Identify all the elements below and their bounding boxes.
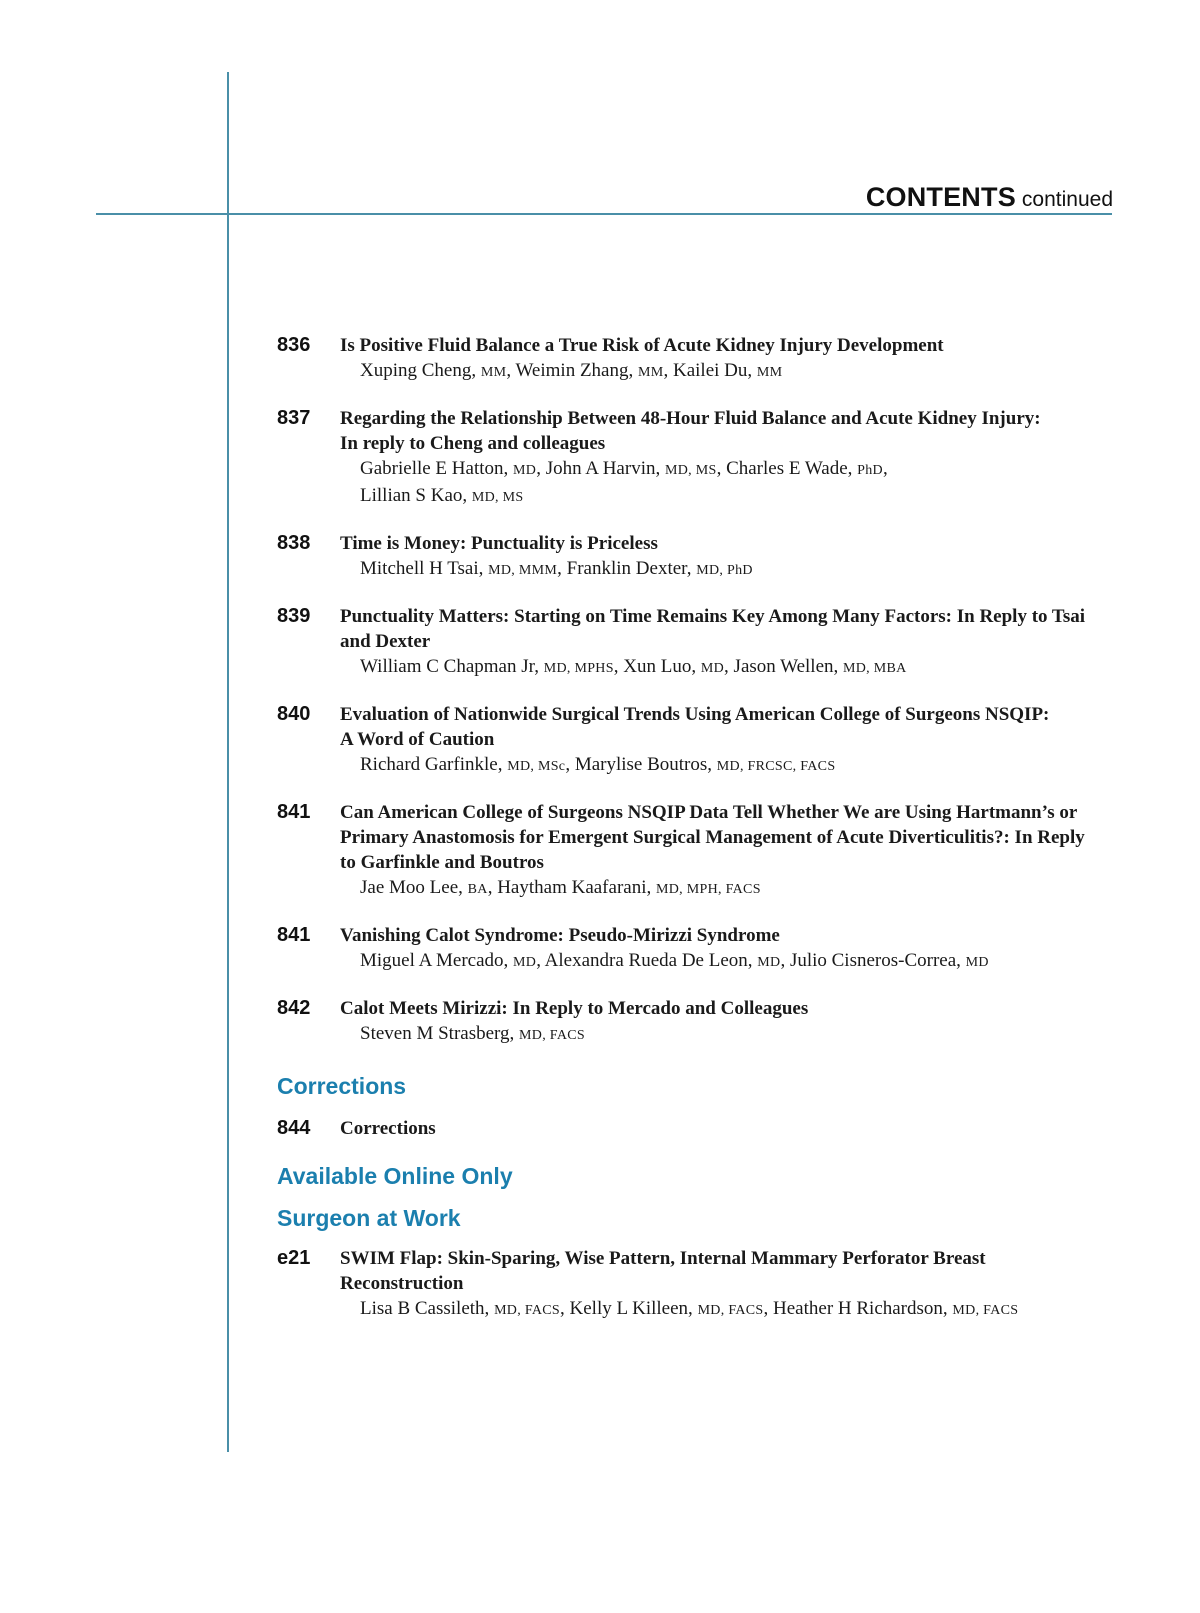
author-line bbox=[340, 456, 1113, 483]
toc-entry bbox=[277, 1246, 1113, 1323]
author-name: , Charles E Wade, bbox=[716, 458, 858, 479]
author-name: Gabrielle E Hatton, bbox=[360, 458, 514, 479]
toc-entry bbox=[277, 406, 1113, 510]
author-name: , John A Harvin, bbox=[536, 458, 665, 479]
author-name: , Weimin Zhang, bbox=[506, 360, 638, 381]
author-name: , Kelly L Killeen, bbox=[560, 1298, 698, 1319]
author-degree: MD bbox=[513, 955, 537, 970]
page-number: 841 bbox=[277, 924, 311, 946]
article-title: and Dexter bbox=[340, 631, 431, 652]
page-number: 840 bbox=[277, 703, 311, 725]
toc-entry bbox=[277, 604, 1113, 681]
contents-heading: CONTENTS bbox=[865, 182, 1016, 212]
author-degree: MM bbox=[638, 365, 664, 380]
article-title: Corrections bbox=[340, 1118, 436, 1139]
author-line bbox=[340, 1296, 1113, 1323]
author-degree: MD, FACS bbox=[494, 1303, 561, 1318]
author-line bbox=[340, 358, 1113, 385]
article-title: Can American College of Surgeons NSQIP Data Tell Whether We are Using Hartmann’s or bbox=[340, 802, 1078, 823]
author-name: Steven M Strasberg, bbox=[360, 1023, 520, 1044]
author-line bbox=[340, 654, 1113, 681]
entry-body bbox=[340, 1246, 1113, 1323]
author-degree: BA bbox=[467, 882, 488, 897]
page-number: 844 bbox=[277, 1117, 311, 1139]
author-name: Jae Moo Lee, bbox=[360, 877, 468, 898]
author-name: Mitchell H Tsai, bbox=[360, 558, 489, 579]
author-degree: PhD bbox=[857, 463, 883, 478]
author-name: , Alexandra Rueda De Leon, bbox=[536, 950, 758, 971]
author-line bbox=[340, 875, 1113, 902]
author-degree: MD, MBA bbox=[843, 661, 907, 676]
author-name: William C Chapman Jr, bbox=[360, 656, 544, 677]
author-degree: MD bbox=[757, 955, 781, 970]
page-number: 842 bbox=[277, 997, 311, 1019]
vertical-rule bbox=[227, 72, 229, 1452]
author-name: , Haytham Kaafarani, bbox=[487, 877, 656, 898]
author-degree: MD, MPH, FACS bbox=[656, 882, 761, 897]
author-degree: MD, MMM bbox=[488, 563, 558, 578]
toc-entry bbox=[277, 800, 1113, 902]
article-title: Vanishing Calot Syndrome: Pseudo-Mirizzi Syndrome bbox=[340, 925, 780, 946]
article-title: A Word of Caution bbox=[340, 729, 495, 750]
author-name: , Marylise Boutros, bbox=[565, 754, 717, 775]
toc-entry bbox=[277, 531, 1113, 583]
letters-list bbox=[277, 333, 1113, 1048]
author-degree: MM bbox=[756, 365, 783, 380]
entry-body bbox=[340, 406, 1113, 510]
page-number: 841 bbox=[277, 801, 311, 823]
author-name: , Heather H Richardson, bbox=[763, 1298, 953, 1319]
page-number: 837 bbox=[277, 407, 311, 429]
toc-entry bbox=[277, 702, 1113, 779]
article-title: to Garfinkle and Boutros bbox=[340, 852, 544, 873]
author-line bbox=[340, 483, 1113, 510]
author-degree: MD, MSc bbox=[507, 759, 566, 774]
corrections-list bbox=[277, 1116, 1113, 1141]
author-name: Miguel A Mercado, bbox=[360, 950, 514, 971]
author-degree: MM bbox=[480, 365, 507, 380]
author-line bbox=[340, 556, 1113, 583]
author-degree: MD bbox=[700, 661, 725, 676]
author-degree: MD, FACS bbox=[697, 1303, 764, 1318]
article-title: Regarding the Relationship Between 48-Hour Fluid Balance and Acute Kidney Injury: bbox=[340, 408, 1041, 429]
table-of-contents bbox=[277, 333, 1113, 1344]
author-name: , Jason Wellen, bbox=[724, 656, 844, 677]
online-list bbox=[277, 1246, 1113, 1323]
author-degree: MD, MS bbox=[664, 463, 717, 478]
page-number: e21 bbox=[277, 1247, 311, 1269]
entry-body bbox=[340, 923, 1113, 975]
entry-body bbox=[340, 604, 1113, 681]
toc-entry bbox=[277, 1116, 1113, 1141]
author-name: Xuping Cheng, bbox=[360, 360, 481, 381]
author-degree: MD, FRCSC, FACS bbox=[716, 759, 836, 774]
toc-entry bbox=[277, 923, 1113, 975]
continued-label: continued bbox=[1021, 188, 1113, 211]
article-title: Punctuality Matters: Starting on Time Remains Key Among Many Factors: In Reply to Tsai bbox=[340, 606, 1086, 627]
author-degree: MD, MS bbox=[471, 490, 524, 505]
entry-body bbox=[340, 800, 1113, 902]
horizontal-rule bbox=[96, 213, 1112, 215]
author-name: , Franklin Dexter, bbox=[557, 558, 697, 579]
section-heading-surgeon-at-work: Surgeon at Work bbox=[277, 1205, 461, 1231]
entry-body bbox=[340, 531, 1113, 583]
page-number: 838 bbox=[277, 532, 311, 554]
entry-body bbox=[340, 333, 1113, 385]
article-title: Time is Money: Punctuality is Priceless bbox=[340, 533, 658, 554]
entry-body bbox=[340, 1116, 1113, 1141]
toc-entry bbox=[277, 996, 1113, 1048]
article-title: Evaluation of Nationwide Surgical Trends Using American College of Surgeons NSQIP: bbox=[340, 704, 1050, 725]
toc-entry bbox=[277, 333, 1113, 385]
author-degree: MD, MPHS bbox=[543, 661, 614, 676]
article-title: SWIM Flap: Skin-Sparing, Wise Pattern, Internal Mammary Perforator Breast bbox=[340, 1248, 986, 1269]
author-name: , Kailei Du, bbox=[663, 360, 757, 381]
entry-body bbox=[340, 996, 1113, 1048]
article-title: Primary Anastomosis for Emergent Surgical Management of Acute Diverticulitis?: In Reply bbox=[340, 827, 1085, 848]
page-number: 836 bbox=[277, 334, 311, 356]
article-title: Reconstruction bbox=[340, 1273, 464, 1294]
author-name: , Julio Cisneros-Correa, bbox=[780, 950, 966, 971]
section-heading-available-online: Available Online Only bbox=[277, 1163, 513, 1189]
author-line bbox=[340, 948, 1113, 975]
author-degree: MD, FACS bbox=[952, 1303, 1019, 1318]
article-title: Is Positive Fluid Balance a True Risk of Acute Kidney Injury Development bbox=[340, 335, 944, 356]
author-line bbox=[340, 1021, 1113, 1048]
entry-body bbox=[340, 702, 1113, 779]
article-title: Calot Meets Mirizzi: In Reply to Mercado and Colleagues bbox=[340, 998, 809, 1019]
author-name: , Xun Luo, bbox=[613, 656, 701, 677]
author-name: Lillian S Kao, bbox=[360, 485, 472, 506]
author-name: Lisa B Cassileth, bbox=[360, 1298, 495, 1319]
article-title: In reply to Cheng and colleagues bbox=[340, 433, 606, 454]
author-name: , bbox=[882, 458, 888, 479]
author-degree: MD, FACS bbox=[519, 1028, 585, 1043]
page-header bbox=[866, 182, 1113, 213]
author-degree: MD, PhD bbox=[696, 563, 753, 578]
author-name: Richard Garfinkle, bbox=[360, 754, 508, 775]
author-degree: MD bbox=[965, 955, 989, 970]
author-degree: MD bbox=[513, 463, 537, 478]
page-number: 839 bbox=[277, 605, 311, 627]
author-line bbox=[340, 752, 1113, 779]
section-heading-corrections: Corrections bbox=[277, 1073, 407, 1099]
